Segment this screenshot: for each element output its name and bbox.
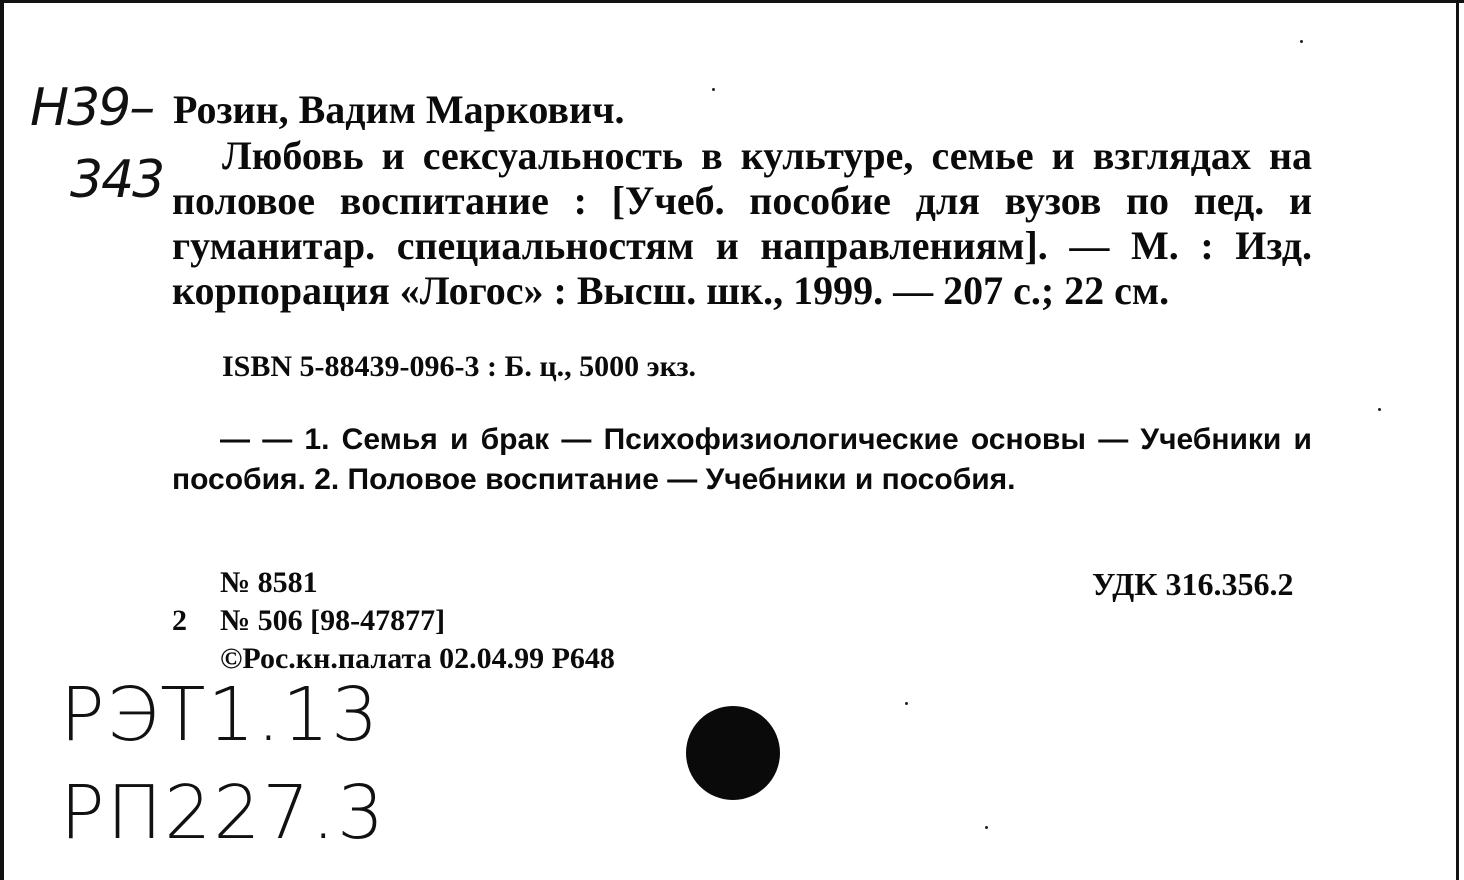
scan-speck xyxy=(1378,408,1381,411)
punch-hole xyxy=(686,706,780,800)
isbn-line: ISBN 5-88439-096-3 : Б. ц., 5000 экз. xyxy=(222,350,697,383)
card-border-right xyxy=(1456,0,1459,880)
shelf-mark-2: РП227.3 xyxy=(60,770,387,856)
author-heading: Розин, Вадим Маркович. xyxy=(173,87,625,132)
call-number-top: Н39– xyxy=(30,78,154,138)
scan-speck xyxy=(905,702,908,705)
call-number-bottom: 343 xyxy=(70,150,164,210)
bibliographic-description: Любовь и сексуальность в культуре, семье и взглядах на половое воспитание : [Учеб. пособие для вузов по пед. и гуманитар. специальностям и направлениям]. — М. : Изд. корпорация «Логос» : Высш. шк., 1999. — 207 с.; 22 см. xyxy=(172,133,1312,313)
scan-speck xyxy=(985,826,988,829)
record-number: № 8581 xyxy=(220,566,318,599)
subject-headings: — — 1. Семья и брак — Психофизиологические основы — Учебники и пособия. 2. Половое воспитание — Учебники и пособия. xyxy=(172,423,1312,496)
scan-speck xyxy=(712,88,715,91)
scan-speck xyxy=(1300,40,1303,43)
card-border-top xyxy=(0,0,1464,3)
card-border-left xyxy=(0,0,4,880)
udk-code: УДК 316.356.2 xyxy=(1092,566,1294,602)
copies-count: 2 xyxy=(172,604,187,637)
shelf-mark-1: РЭТ1.13 xyxy=(60,672,381,758)
second-number: № 506 [98-47877] xyxy=(220,604,446,637)
copyright-line: ©Рос.кн.палата 02.04.99 Р648 xyxy=(220,642,615,675)
